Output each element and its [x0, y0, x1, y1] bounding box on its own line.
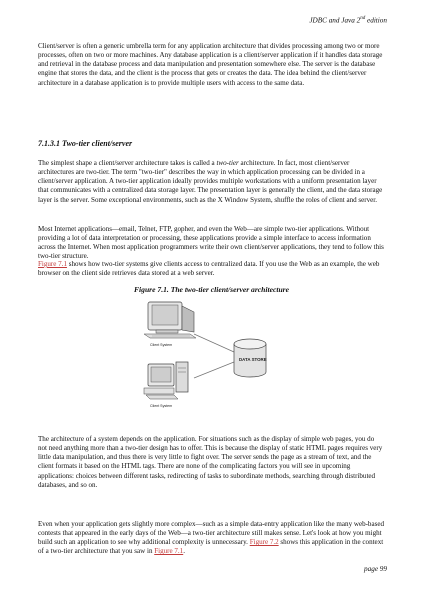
figure-caption: Figure 7.1. The two-tier client/server architecture [133, 285, 290, 294]
client-computer-top [144, 302, 196, 338]
paragraph-architecture: The architecture of a system depends on the application. For situations such as the display of simple web pages, you do not need anything more than a two-tier design has to offer. This is because the display of static HTML pages requires very little data manipulation, and thus there is very little to fight over. The server sends the page as a stream of text, and the client formats it based on the HTML tags. There are none of the complicating factors you will see in upcoming applications: choices between different tasks, redirecting of tasks to subordinate methods, searching through distributed databases, and so on. [38, 435, 383, 489]
paragraph-internet-apps: Most Internet applications—email, Telnet, FTP, gopher, and even the Web—are simple two-tier applications. Without providing a lot of data interpretation or processing, these applications provide a simple interface to access information across the Internet. When most application programmers write their own client/server applications, they tend to follow this two-tier structure. [38, 225, 384, 261]
client-label-top: Client System [150, 343, 173, 347]
paragraph-two-tier: The simplest shape a client/server architecture takes is called a two-tier architecture. In fact, most client/server architectures are two-tier. The term "two-tier" describes the way in which application processing can be divided in a client/server application. A two-tier application ideally provides multiple workstations with a uniform presentation layer that communicates with a centralized data storage layer. The presentation layer is generally the client, and the data storage layer is the server. Some exceptional environments, such as the X Window System, shuffle the roles of client and server. [38, 159, 383, 204]
page-number: page 99 [364, 565, 387, 573]
diagram-svg [138, 300, 298, 412]
data-store-label: DATA STORE [239, 357, 267, 362]
two-tier-diagram [138, 300, 298, 412]
paragraph-figure-ref: Figure 7.1 shows how two-tier systems give clients access to centralized data. If you use the Web as an example, the web browser on the client side retrieves data stored at a web server. [38, 260, 380, 278]
paragraph-complexity: Even when your application gets slightly more complex—such as a simple data-entry application like the many web-based contests that appeared in the early days of the Web—a two-tier architecture still makes sense. Let's look at how you might build such an application to see why additional complexity is unnecessary. Figure 7.2 shows this application in the context of a two-tier architecture that you saw in Figure 7.1. [38, 520, 384, 556]
running-header: JDBC and Java 2nd edition [309, 16, 387, 25]
client-computer-bottom [144, 362, 188, 399]
figure-7-1-link[interactable]: Figure 7.1 [38, 260, 67, 268]
figure-7-1-link-2[interactable]: Figure 7.1 [154, 547, 184, 556]
connector-line-bottom [194, 362, 234, 378]
figure-7-2-link[interactable]: Figure 7.2 [249, 538, 279, 547]
section-heading: 7.1.3.1 Two-tier client/server [38, 139, 133, 148]
paragraph-intro: Client/server is often a generic umbrella term for any application architecture that divides processing among two or more processes, often on two or more machines. Any database application is a client/server application if it handles data storage and retrieval in the database process and data manipulation and presentation somewhere else. The server is the database engine that stores the data, and the client is the process that gets or creates the data. The idea behind the client/server architecture in a database application is to provide multiple users with access to the same data. [38, 42, 383, 87]
client-label-bottom: Client System [150, 404, 173, 408]
connector-line-top [194, 334, 234, 352]
